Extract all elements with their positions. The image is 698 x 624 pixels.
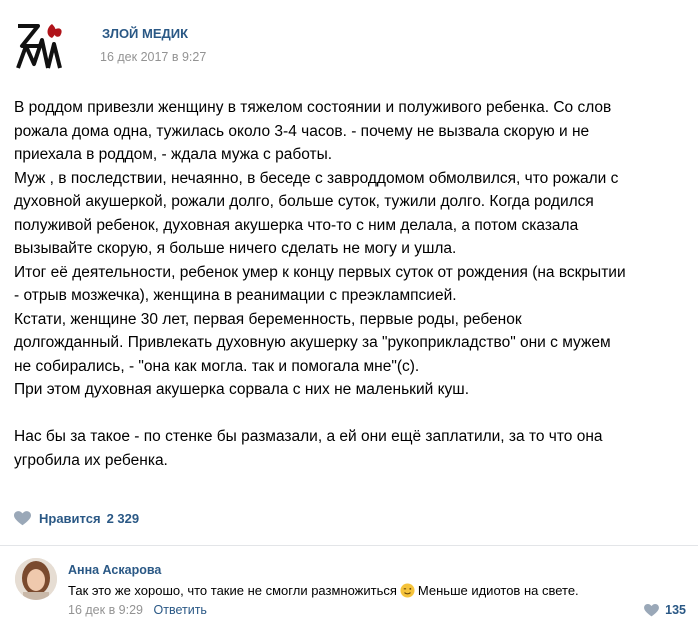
- post-text-line: духовной акушеркой, рожали долго, больше суток, тужили долго. Когда родился: [14, 193, 594, 210]
- heart-icon: [644, 604, 659, 617]
- avatar-photo: [15, 558, 57, 600]
- comment-meta: [68, 603, 207, 617]
- post-text-blank-line: [14, 402, 690, 426]
- post-text-line: приехала в роддом, - ждала мужа с работы.: [14, 146, 333, 163]
- post-text-line: Кстати, женщине 30 лет, первая беременность, первые роды, ребенок: [14, 310, 522, 328]
- post-author-name[interactable]: ЗЛОЙ МЕДИК: [102, 26, 189, 41]
- post-text-line: При этом духовная акушерка сорвала с них не маленький куш.: [14, 381, 470, 398]
- post-text-line: Нас бы за такое - по стенке бы размазали, а ей они ещё заплатили, за то что она: [14, 428, 603, 445]
- post-text-line: не собирались, - "она как могла. так и помогала мне"(с).: [14, 357, 420, 375]
- post-text-line: долгожданный. Привлекать духовную акушерку за "рукоприкладство" они с мужем: [14, 334, 611, 351]
- post-header: [14, 18, 684, 72]
- post-text-line: - отрыв мозжечка), женщина в реанимации с преэклампсией.: [14, 287, 457, 304]
- like-count: 2 329: [106, 510, 140, 526]
- like-button[interactable]: [14, 507, 139, 529]
- post-text-line: В роддом привезли женщину в тяжелом состоянии и полуживого ребенка. Со слов: [14, 99, 612, 116]
- post-text-line: полуживой ребенок, духовная акушерка что-то с ним делала, а потом сказала: [14, 216, 579, 234]
- community-logo[interactable]: [14, 18, 68, 72]
- comment-text-part: Меньше идиотов на свете.: [417, 583, 579, 598]
- comment-author-name[interactable]: Анна Аскарова: [68, 563, 162, 577]
- comment-text-part: Так это же хорошо, что такие не смогли размножиться: [68, 583, 397, 598]
- post-text-line: вызывайте скорую, я больше ничего сделать не могу и ушла.: [14, 240, 457, 257]
- comment-text: [68, 583, 579, 598]
- reply-button[interactable]: Ответить: [153, 603, 207, 617]
- comment-like-button[interactable]: [644, 603, 686, 617]
- wink-emoji-icon: [400, 583, 415, 598]
- comment-avatar[interactable]: [15, 558, 57, 600]
- post-text: [14, 96, 690, 472]
- heart-icon: [14, 511, 31, 526]
- post-date[interactable]: 16 дек 2017 в 9:27: [100, 50, 207, 64]
- post-text-line: рожала дома одна, тужилась около 3-4 часов. - почему не вызвала скорую и не: [14, 122, 590, 140]
- divider: [0, 545, 698, 546]
- post-text-line: Итог её деятельности, ребенок умер к концу первых суток от рождения (на вскрытии: [14, 263, 626, 281]
- post-text-line: Муж , в последствии, нечаянно, в беседе с завроддомом обмолвился, что рожали с: [14, 169, 619, 187]
- post-text-line: угробила их ребенка.: [14, 451, 168, 469]
- comment-date[interactable]: 16 дек в 9:29: [68, 603, 144, 617]
- like-label: Нравится: [39, 510, 101, 526]
- comment-like-count: 135: [665, 603, 686, 617]
